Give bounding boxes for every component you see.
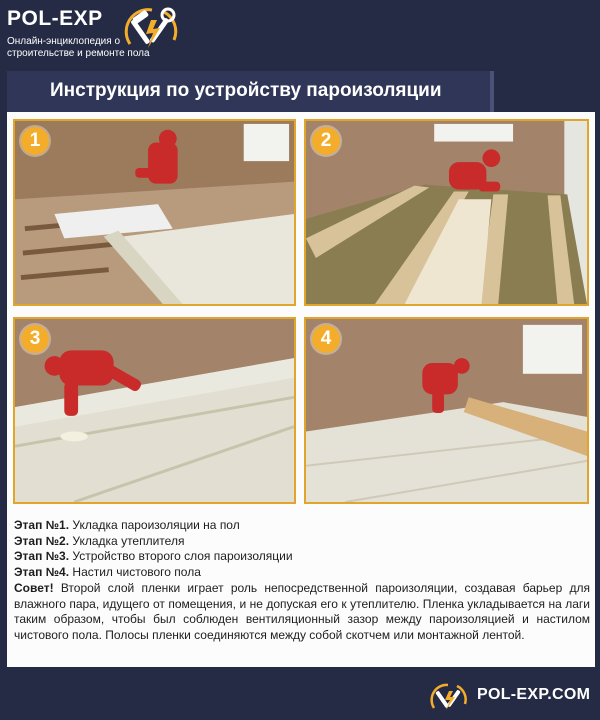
footer-tools-logo-icon (430, 682, 472, 712)
step-text-3: Устройство второго слоя пароизоляции (69, 549, 293, 563)
brand-tagline-line1: Онлайн-энциклопедия о (7, 36, 121, 47)
photo-step-1-image (15, 121, 294, 304)
step-line-4 (14, 565, 590, 581)
tip-paragraph (14, 581, 590, 643)
instructions-text (14, 518, 590, 643)
tip-text: Второй слой пленки играет роль непосредственной пароизоляции, создавая барьер для влажного пара, идущего от помещения, и не допуская его к утеплителю. Пленка укладывается на лаги таким образом, чтобы был соблюден вентиляционный зазор между пароизоляцией и настилом чистового пола. Полосы пленки соединяются между собой скотчем или монтажной лентой. (14, 581, 590, 642)
step-label-4: Этап №4. (14, 564, 70, 579)
title-bar (7, 71, 494, 112)
page-title: Инструкция по устройству пароизоляции (50, 80, 442, 101)
step-line-3 (14, 549, 590, 565)
step-label-3: Этап №3. (14, 549, 70, 563)
photo-step-3-image (15, 319, 294, 502)
tools-logo-icon (124, 6, 184, 52)
step-label-1: Этап №1. (14, 518, 70, 532)
photo-step-3 (13, 317, 296, 504)
step-badge-4: 4 (312, 325, 340, 353)
step-line-1 (14, 518, 590, 534)
photo-step-2-image (306, 121, 587, 304)
content-panel (7, 112, 595, 667)
step-text-2: Укладка утеплителя (69, 533, 185, 548)
brand-tagline-line2: строительстве и ремонте пола (7, 48, 150, 59)
photo-step-4 (304, 317, 589, 504)
step-text-4: Настил чистового пола (69, 564, 201, 579)
step-line-2 (14, 534, 590, 550)
brand-name: POL-EXP (7, 7, 103, 30)
photo-step-2 (304, 119, 589, 306)
step-text-1: Укладка пароизоляции на пол (69, 518, 240, 532)
step-label-2: Этап №2. (14, 533, 70, 548)
footer-url: POL-EXP.COM (477, 686, 591, 703)
tip-label: Совет! (14, 581, 54, 595)
step-badge-2: 2 (312, 127, 340, 155)
step-badge-3: 3 (21, 325, 49, 353)
photo-step-1 (13, 119, 296, 306)
step-badge-1: 1 (21, 127, 49, 155)
photo-step-4-image (306, 319, 587, 502)
